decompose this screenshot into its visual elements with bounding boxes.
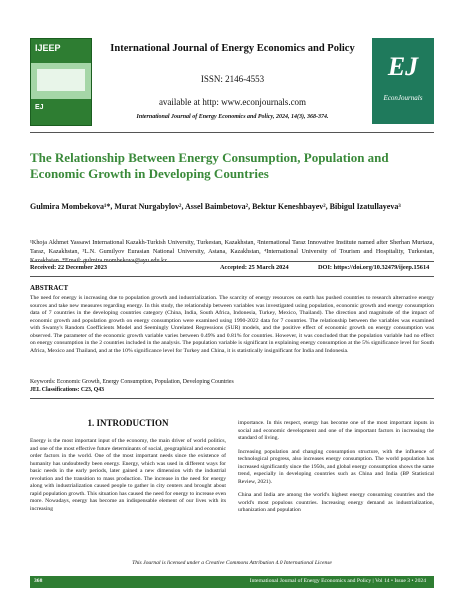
paragraph: Energy is the most important input of the economy, the main driver of world politics, and one of the most effective future determinants of social, geographical and economic order factors in the world. One of the most important needs since the existence of humanity has undoubtedly been energy. Energy, which was used in different ways for basic needs in the early periods, later gained a new dimension with the industrial revolution and the transition to mass production. The increase in the need for energy along with industrialization caused people to gather in city centers and brought about rapid population growth. This situation has caused the need for energy to increase even more. Nowadays, energy has become an indispensable element of our lives with its increasing [30,438,226,512]
doi-link[interactable]: DOI: https://doi.org/10.32479/ijeep.15614 [318,264,430,271]
paragraph: Increasing population and changing consumption structure, with the influence of technological progress, also increases energy consumption. The world population has increased significantly since the 1950s, and global energy consumption shows the same trend, especially in developing countries such as China and India (BP Statistical Review, 2021). [238,448,434,485]
abstract-heading: ABSTRACT [30,284,69,292]
econjournals-logo [372,38,434,124]
license-note: This Journal is licensed under a Creative Commons Attribution 4.0 International License [132,560,332,566]
citation: International Journal of Energy Economics and Policy, 2024, 14(3), 368-374. [136,114,329,120]
abstract-text: The need for energy is increasing due to population growth and industrialization. The scarcity of energy resources on earth has pushed countries to research alternative energy sources and take new measures regarding energy. In this study, the relationship between variables was investigated using population, economic growth and energy consumption data of 7 countries in the developing countries category (China, India, South Africa, Indonesia, Turkey, Mexico, Thailand). The direction and magnitude of the impact of economic growth and population growth on energy consumption were examined using 1990-2022 data for 7 countries. The relationship between the variables was examined with Swamy's Random Coefficients Model and Seemingly Unrelated Regressions (SUR) models, and the positive effect of economic growth on energy consumption was observed. The parameter of the economic growth variable varies between 0.49% and 0.81% for countries. However, it was concluded that the population variable had no effect on energy consumption in the 2 countries included in the analysis. The population variable is significant in explaining energy consumption at the 5% significance level for South Africa, Mexico and Thailand, and at the 10% significance level for Turkey and China, it is statistically insignificant for India and Indonesia. [30,295,434,354]
jel-classifications: JEL Classifications: C23, Q43 [30,387,105,393]
keywords: Keywords: Economic Growth, Energy Consumption, Population, Developing Countries [30,379,234,385]
left-column [30,438,226,519]
dates-rule-top [30,261,434,262]
cover-title: IJEEP [35,43,61,53]
paragraph: China and India are among the world's highest energy consuming countries and the world's most populous countries. Increasing energy demand as industrialization, urbanization and population [238,492,434,514]
received-date: Received: 22 December 2023 [30,264,107,271]
dates-rule-bottom [30,276,434,277]
right-column [238,420,434,521]
issn: ISSN: 2146-4553 [200,74,265,84]
cover-sub: EJ [35,104,44,111]
page-footer [30,576,434,588]
journal-title: International Journal of Energy Economics and Policy [110,43,355,54]
paper-title: The Relationship Between Energy Consumption, Population and Economic Growth in Developing Countries [30,150,389,181]
footer-journal: International Journal of Energy Economics and Policy | Vol 14 • Issue 3 • 2024 [249,578,426,584]
keywords-block [30,378,434,394]
abstract-rule [30,398,434,399]
logo-letters: EJ [387,52,419,81]
journal-cover-image [30,38,92,126]
accepted-date: Accepted: 25 March 2024 [220,264,289,271]
paragraph: importance. In this respect, energy has become one of the most important inputs in social and economic development and one of the important factors in increasing the standard of living. [238,420,434,442]
authors: Gulmira Mombekova¹*, Murat Nurgabylov², Assel Baimbetova², Bektur Keneshbayev², Bibigul Izatullayeva³ [30,202,401,211]
header-rule [30,132,434,133]
introduction-heading: 1. INTRODUCTION [87,418,169,428]
page-number: 368 [34,578,43,584]
affiliations: ¹Khoja Akhmet Yassawi International Kazakh-Turkish University, Turkestan, Kazakhstan, ²International Taraz Innovative Institute named after Sherhan Murtaza, Taraz, Kazakhstan, ³L.N. Gumilyov Eurasian National University, Astana, Kazakhstan, ⁴International University of Tourism and Hospitality, Turkestan, Kazakhstan. *Email: gulmira.mombekova@ayu.edu.kz [30,239,434,264]
logo-name: EconJournals [383,94,423,102]
availability-link[interactable]: available at http: www.econjournals.com [158,97,307,107]
